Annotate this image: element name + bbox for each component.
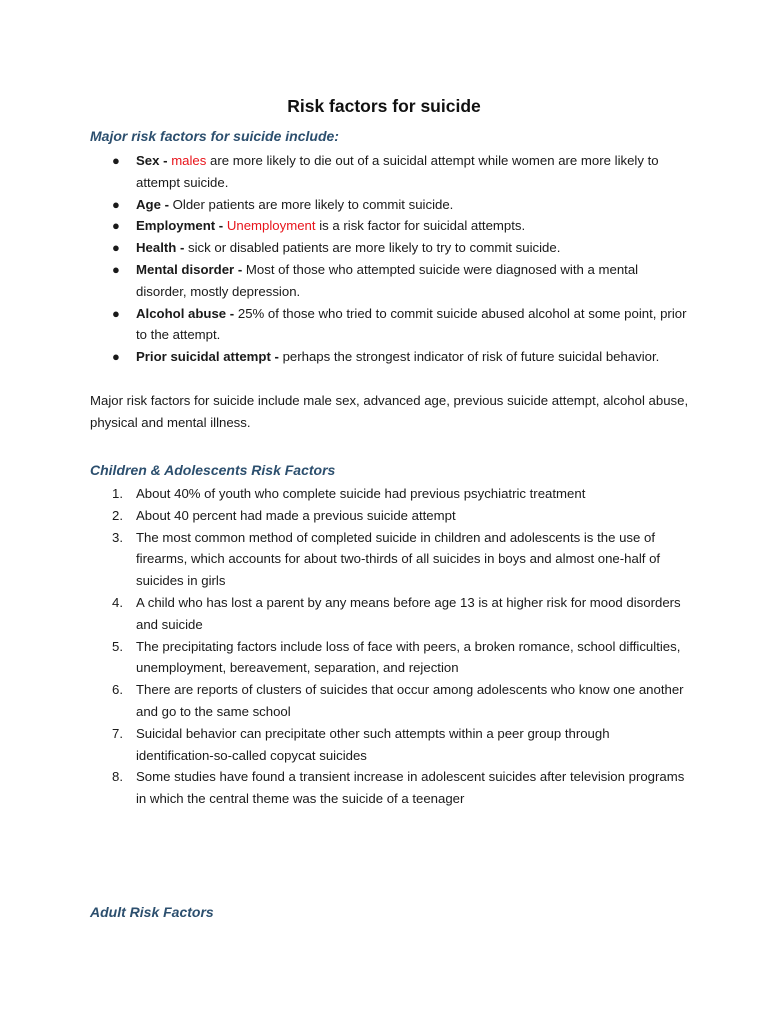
major-risk-summary: Major risk factors for suicide include male sex, advanced age, previous suicide attempt, alcohol abuse, physical and mental illness. [90, 393, 689, 430]
risk-description: Most of those who attempted suicide were diagnosed with a mental disorder, mostly depression. [136, 261, 639, 299]
risk-description: perhaps the strongest indicator of risk of future suicidal behavior. [282, 349, 660, 365]
risk-description: sick or disabled patients are more likely to try to commit suicide. [188, 240, 561, 256]
list-item [90, 766, 690, 810]
list-item [90, 259, 690, 303]
risk-term: Alcohol abuse - [136, 305, 238, 321]
list-item [90, 527, 690, 592]
bullet-icon: ● [112, 153, 120, 168]
bullet-icon: ● [112, 349, 120, 365]
item-text: The precipitating factors include loss of face with peers, a broken romance, school difficulties, unemployment, bereavement, separation, and rejection [136, 638, 681, 676]
list-item [90, 592, 690, 636]
item-text: A child who has lost a parent by any means before age 13 is at higher risk for mood disorders and suicide [136, 594, 681, 632]
list-item [90, 215, 690, 237]
risk-description: are more likely to die out of a suicidal attempt while women are more likely to attempt suicide. [136, 153, 659, 190]
risk-term: Age - [136, 196, 173, 212]
risk-term: Prior suicidal attempt - [136, 349, 283, 365]
bullet-icon: ● [112, 240, 120, 256]
risk-description: 25% of those who tried to commit suicide abused alcohol at some point, prior to the attempt. [136, 305, 687, 343]
item-number: 3. [112, 529, 123, 545]
item-text: About 40% of youth who complete suicide had previous psychiatric treatment [136, 486, 586, 501]
list-item [90, 194, 690, 216]
page-title: Risk factors for suicide [287, 96, 481, 116]
item-text: There are reports of clusters of suicides that occur among adolescents who know one another and go to the same school [136, 682, 684, 719]
list-item [90, 150, 690, 194]
risk-term: Sex - [136, 153, 172, 168]
risk-term: Employment - [136, 218, 227, 234]
item-number: 4. [112, 594, 123, 610]
risk-description: Older patients are more likely to commit suicide. [172, 196, 454, 212]
item-number: 8. [112, 769, 123, 785]
bullet-icon: ● [112, 218, 120, 234]
bullet-icon: ● [112, 261, 120, 277]
list-item [90, 723, 690, 767]
item-number: 1. [112, 486, 123, 501]
item-text: About 40 percent had made a previous suicide attempt [136, 507, 456, 523]
list-item [90, 483, 690, 505]
item-text: The most common method of completed suicide in children and adolescents is the use of firearms, which accounts for about two-thirds of all suicides in boys and almost one-half of suicides in girls [136, 529, 661, 589]
item-number: 7. [112, 725, 123, 741]
item-number: 6. [112, 682, 123, 698]
children-risk-heading: Children & Adolescents Risk Factors [90, 462, 336, 478]
bullet-icon: ● [112, 196, 120, 212]
list-item [90, 505, 690, 527]
children-risk-list [90, 483, 690, 810]
bullet-icon: ● [112, 305, 120, 321]
risk-highlight: Unemployment [226, 218, 316, 234]
item-number: 2. [112, 507, 123, 523]
item-number: 5. [112, 638, 123, 654]
risk-term: Health - [136, 240, 189, 256]
risk-highlight: males [171, 153, 207, 168]
list-item [90, 636, 690, 680]
list-item [90, 346, 690, 368]
adult-risk-heading: Adult Risk Factors [90, 904, 214, 920]
major-risk-list [90, 150, 690, 368]
list-item [90, 237, 690, 259]
item-text: Some studies have found a transient increase in adolescent suicides after television programs in which the central theme was the suicide of a teenager [136, 769, 685, 807]
list-item [90, 303, 690, 347]
risk-description: is a risk factor for suicidal attempts. [315, 218, 526, 234]
item-text: Suicidal behavior can precipitate other such attempts within a peer group through identification-so-called copycat suicides [136, 725, 610, 763]
major-risk-heading: Major risk factors for suicide include: [90, 128, 339, 144]
list-item [90, 679, 690, 723]
risk-term: Mental disorder - [136, 261, 246, 277]
